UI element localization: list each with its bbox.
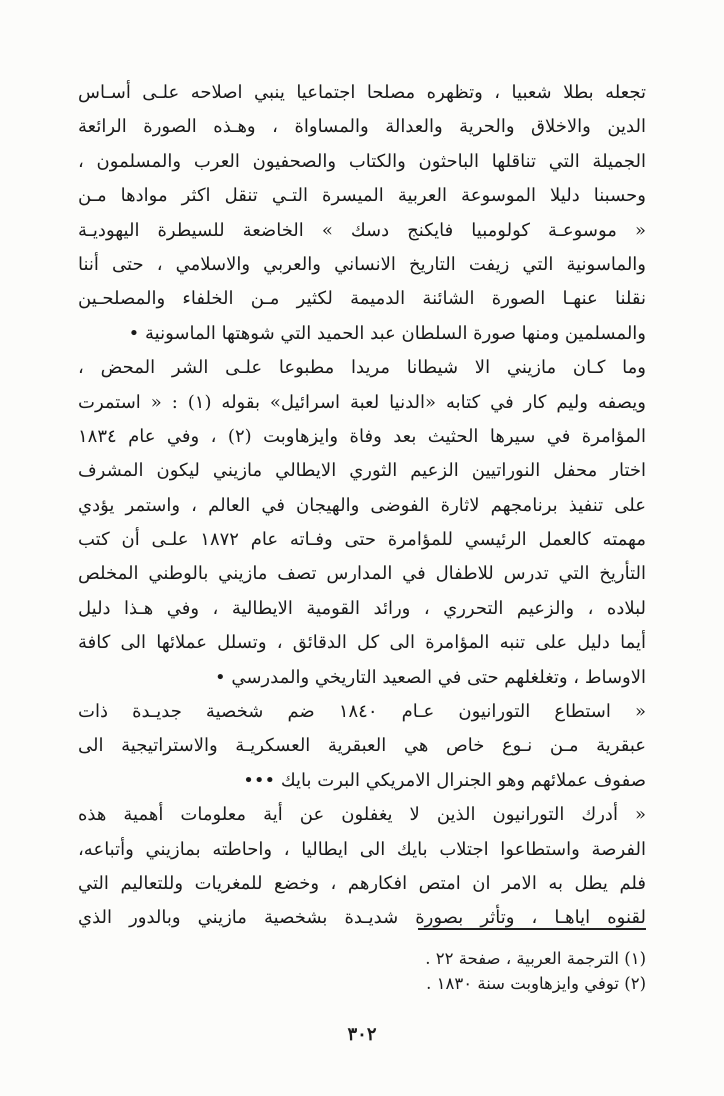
text-line: والماسونية التي زيفت التاريخ الانساني والعربي والاسلامي ، حتى أننا (78, 253, 646, 275)
text-line: مهمته كالعمل الرئيسي للمؤامرة حتى وفـاته عام ١٨٧٢ علـى أن كتب (78, 529, 646, 551)
text-line: ويصفه وليم كار في كتابه «الدنيا لعبة اسرائيل» بقوله (١) : « استمرت (78, 391, 646, 413)
text-line: والمسلمين ومنها صورة السلطان عبد الحميد التي شوهتها الماسونية • (128, 322, 646, 344)
text-line: عبقرية مـن نـوع خاص هي العبقرية العسكريـة والاستراتيجية الى (78, 735, 646, 757)
text-line: « أدرك التورانيون الذين لا يغفلون عن أية معلومات أهمية هذه (78, 804, 646, 826)
text-line: « موسوعـة كولومبيا فايكنج دسك » الخاضعة للسيطرة اليهوديـة (78, 219, 646, 241)
text-line: الدين والاخلاق والحرية والعدالة والمساواة ، وهـذه الصورة الرائعة (78, 116, 646, 138)
body-text (78, 76, 646, 936)
footnote-1: (١) الترجمة العربية ، صفحة ٢٢ . (425, 949, 646, 968)
footnotes (86, 946, 646, 996)
text-line: وحسبنا دليلا الموسوعة العربية الميسرة التـي تنقل اكثر موادها مـن (78, 185, 646, 207)
text-line: الجميلة التي تناقلها الباحثون والكتاب والصحفيون العرب والمسلمون ، (78, 150, 646, 172)
text-line: وما كـان مازيني الا شيطانا مريدا مطبوعا علـى الشر المحض ، (78, 357, 646, 379)
text-line: المؤامرة في سيرها الحثيث بعد وفاة وايزهاوبت (٢) ، وفي عام ١٨٣٤ (78, 425, 646, 447)
text-line: فلم يطل به الامر ان امتص افكارهم ، وخضع للمغريات وللتعاليم التي (78, 872, 646, 894)
text-line: نقلنا عنهـا الصورة الشائنة الدميمة لكثير مـن الخلفاء والمصلحـين (78, 288, 646, 310)
text-line: الاوساط ، وتغلغلهم حتى في الصعيد التاريخي والمدرسي • (215, 666, 646, 688)
page-number: ٣٠٢ (347, 1024, 377, 1045)
text-line: لبلاده ، والزعيم التحرري ، ورائد القومية الايطالية ، وفي هـذا دليل (78, 597, 646, 619)
text-line: اختار محفل النوراتيين الزعيم الثوري الايطالي مازيني ليكون المشرف (78, 460, 646, 482)
footnote-separator (418, 928, 646, 930)
text-line: لقنوه اياهـا ، وتأثر بصورة شديـدة بشخصية مازيني وبالدور الذي (78, 907, 646, 929)
text-line: صفوف عملائهم وهو الجنرال الامريكي البرت بايك ••• (243, 769, 646, 791)
text-line: تجعله بطلا شعبيا ، وتظهره مصلحا اجتماعيا ينبي اصلاحه علـى أسـاس (78, 82, 646, 103)
text-line: التأريخ التي تدرس للاطفال في المدارس تصف مازيني بالوطني المخلص (78, 563, 646, 585)
footnote-2: (٢) توفي وايزهاوبت سنة ١٨٣٠ . (426, 974, 646, 993)
text-line: أيما دليل على تنبه المؤامرة الى كل الدقائق ، وتسلل عملائها الى كافة (78, 632, 646, 654)
text-line: « استطاع التورانيون عـام ١٨٤٠ ضم شخصية جديـدة ذات (78, 701, 646, 723)
text-line: على تنفيذ برنامجهم لاثارة الفوضى والهيجان في العالم ، واستمر يؤدي (78, 494, 646, 516)
text-line: الفرصة واستطاعوا اجتلاب بايك الى ايطاليا ، واحاطته بمازيني وأتباعه، (78, 838, 646, 860)
